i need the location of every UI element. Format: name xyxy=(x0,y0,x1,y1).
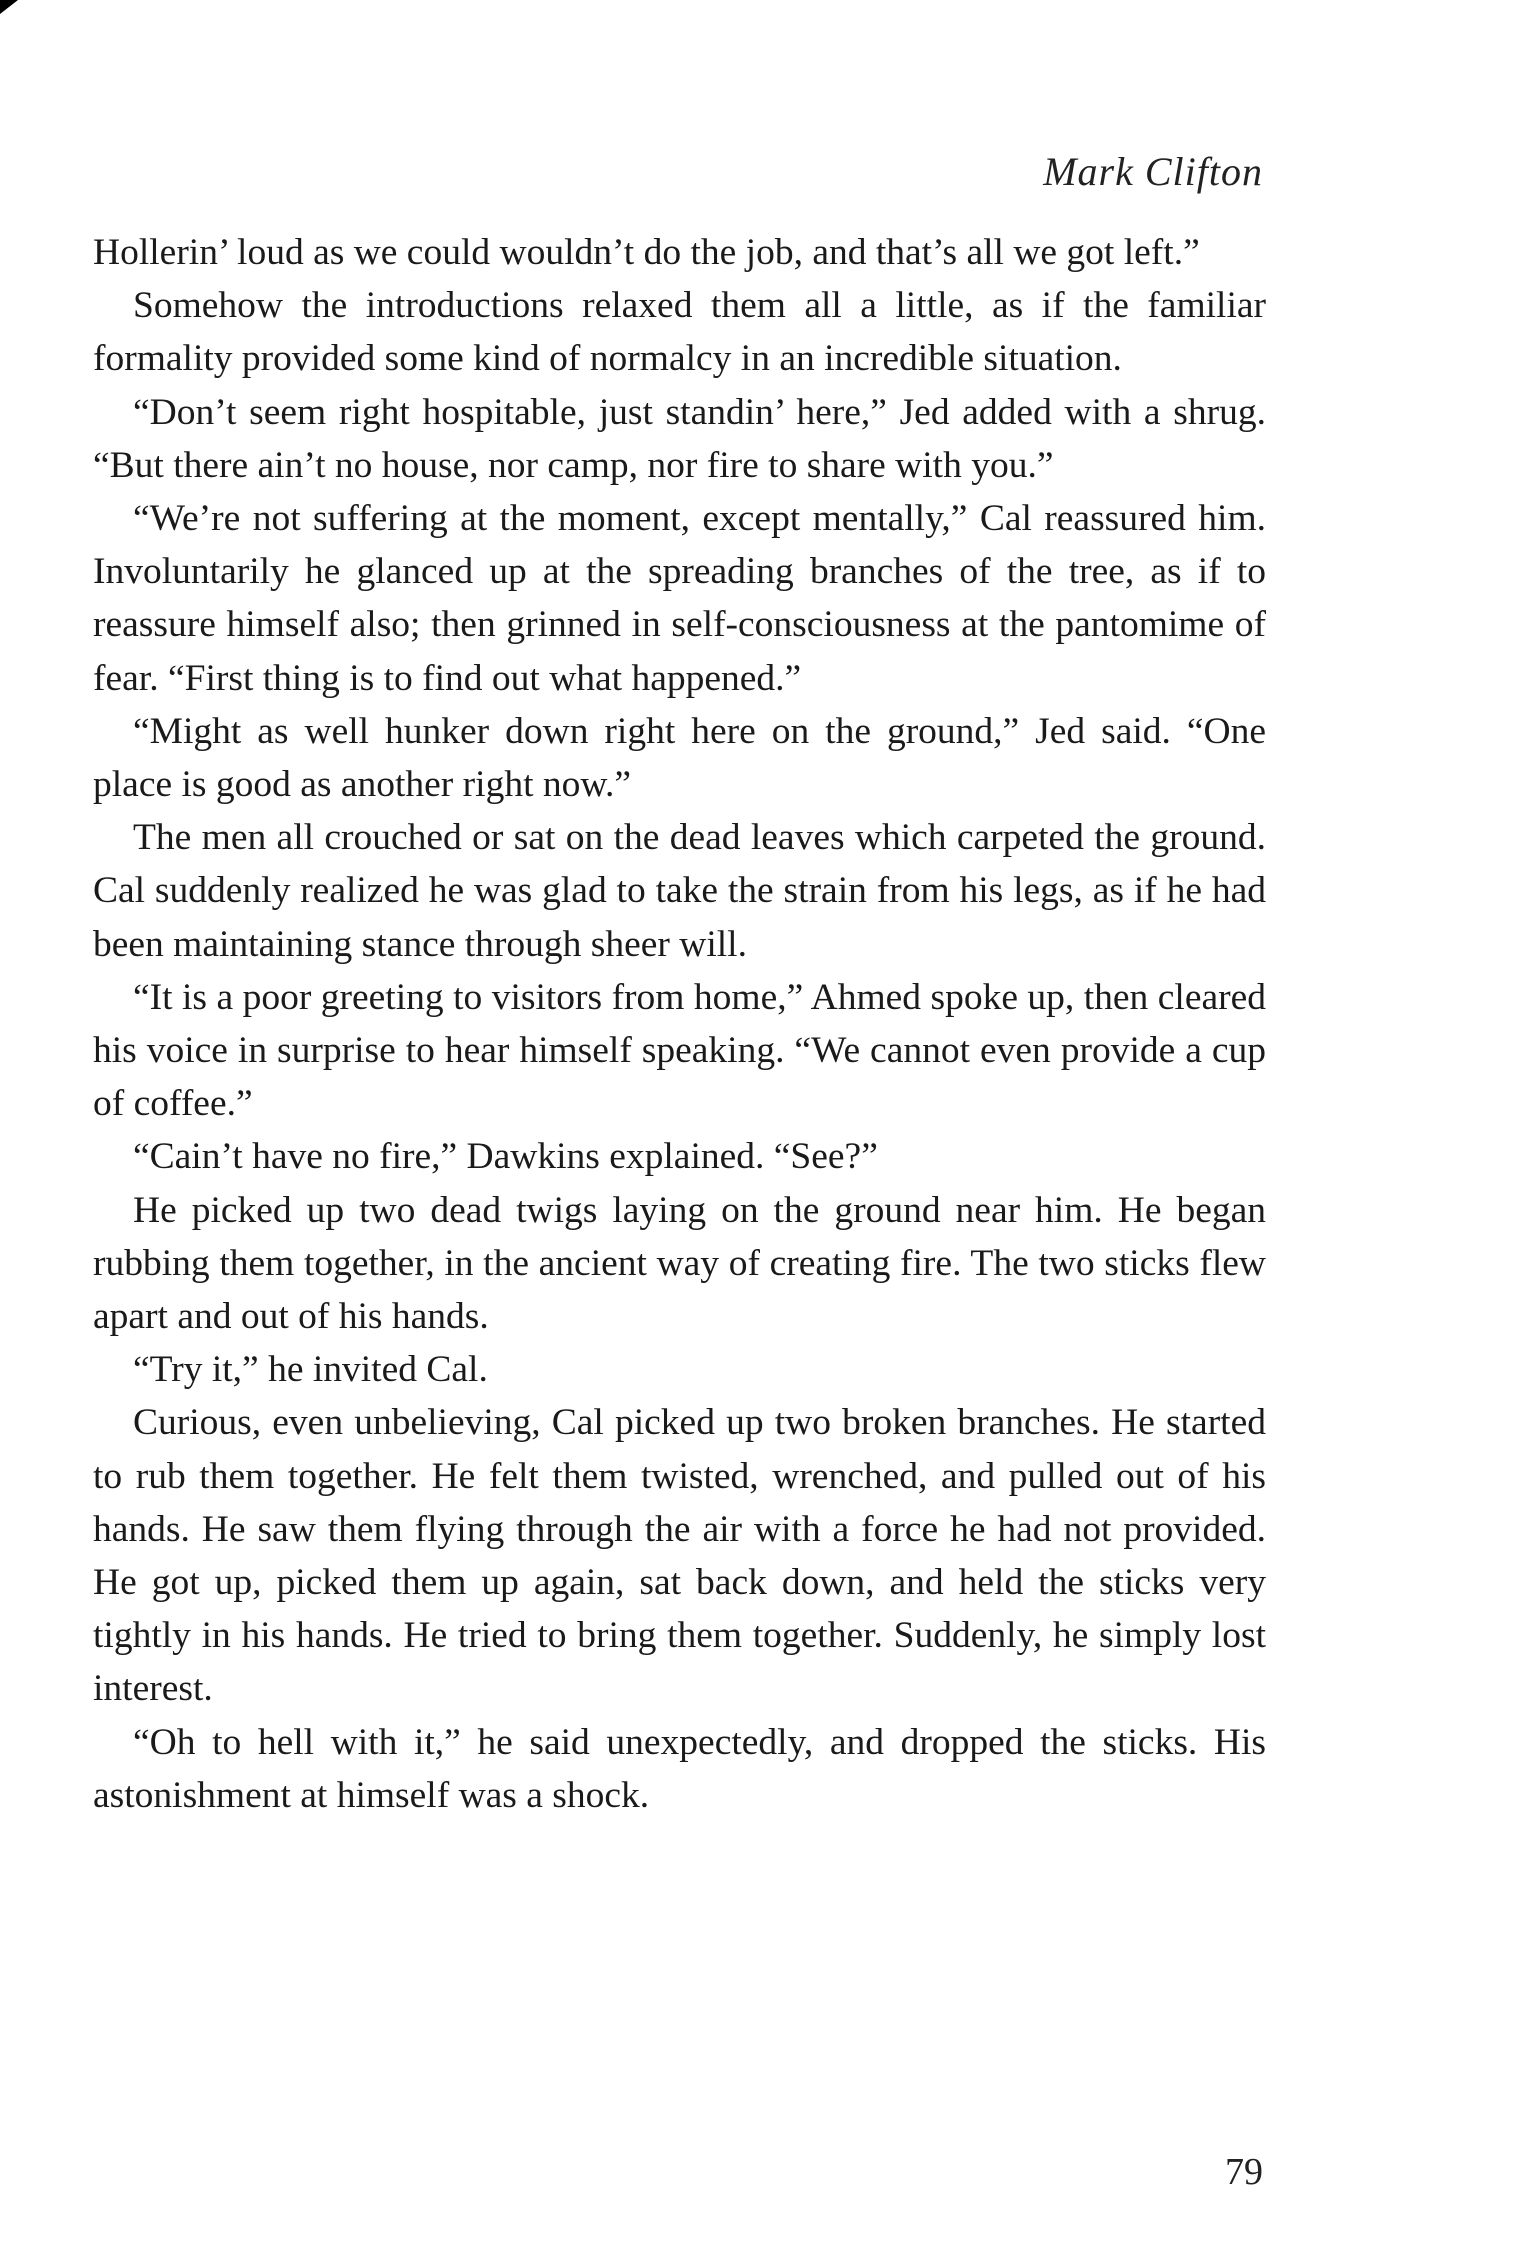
page-number: 79 xyxy=(1225,2151,1263,2193)
paragraph-1: Hollerin’ loud as we could wouldn’t do the job, and that’s all we got left.” xyxy=(93,232,1200,273)
paragraph-12: “Oh to hell with it,” he said unexpectedly, and dropped the sticks. His astonishment at himself was a shock. xyxy=(93,1721,1266,1816)
paragraph-8: “Cain’t have no fire,” Dawkins explained. “See?” xyxy=(133,1136,878,1178)
paragraph-5: “Might as well hunker down right here on the ground,” Jed said. “One place is good as another right now.” xyxy=(93,710,1266,806)
paragraph-4: “We’re not suffering at the moment, except mentally,” Cal reassured him. Involuntarily he glanced up at the spreading branches of the tree, as if to reassure himself also; then grinned in self-consciousness at the pantomime of fear. “First thing is to find out what happened.” xyxy=(93,498,1266,699)
scan-corner-mark xyxy=(0,0,18,14)
page-body-text xyxy=(93,226,1266,1822)
paragraph-6: The men all crouched or sat on the dead leaves which carpeted the ground. Cal suddenly realized he was glad to take the strain from his legs, as if he had been maintaining stance through sheer will. xyxy=(93,817,1266,965)
paragraph-7: “It is a poor greeting to visitors from home,” Ahmed spoke up, then cleared his voice in surprise to hear himself speaking. “We cannot even provide a cup of coffee.” xyxy=(93,976,1266,1125)
paragraph-11: Curious, even unbelieving, Cal picked up two broken branches. He started to rub them together. He felt them twisted, wrenched, and pulled out of his hands. He saw them flying through the air with a force he had not provided. He got up, picked them up again, sat back down, and held the sticks very tightly in his hands. He tried to bring them together. Suddenly, he simply lost interest. xyxy=(93,1402,1266,1710)
paragraph-2: Somehow the introductions relaxed them all a little, as if the familiar formality provided some kind of normalcy in an incredible situation. xyxy=(93,285,1266,380)
paragraph-10: “Try it,” he invited Cal. xyxy=(133,1349,488,1391)
paragraph-9: He picked up two dead twigs laying on the ground near him. He began rubbing them together, in the ancient way of creating fire. The two sticks flew apart and out of his hands. xyxy=(93,1189,1266,1338)
paragraph-3: “Don’t seem right hospitable, just standin’ here,” Jed added with a shrug. “But there ain’t no house, nor camp, nor fire to share with you.” xyxy=(93,391,1266,486)
running-head-author: Mark Clifton xyxy=(1043,149,1263,194)
